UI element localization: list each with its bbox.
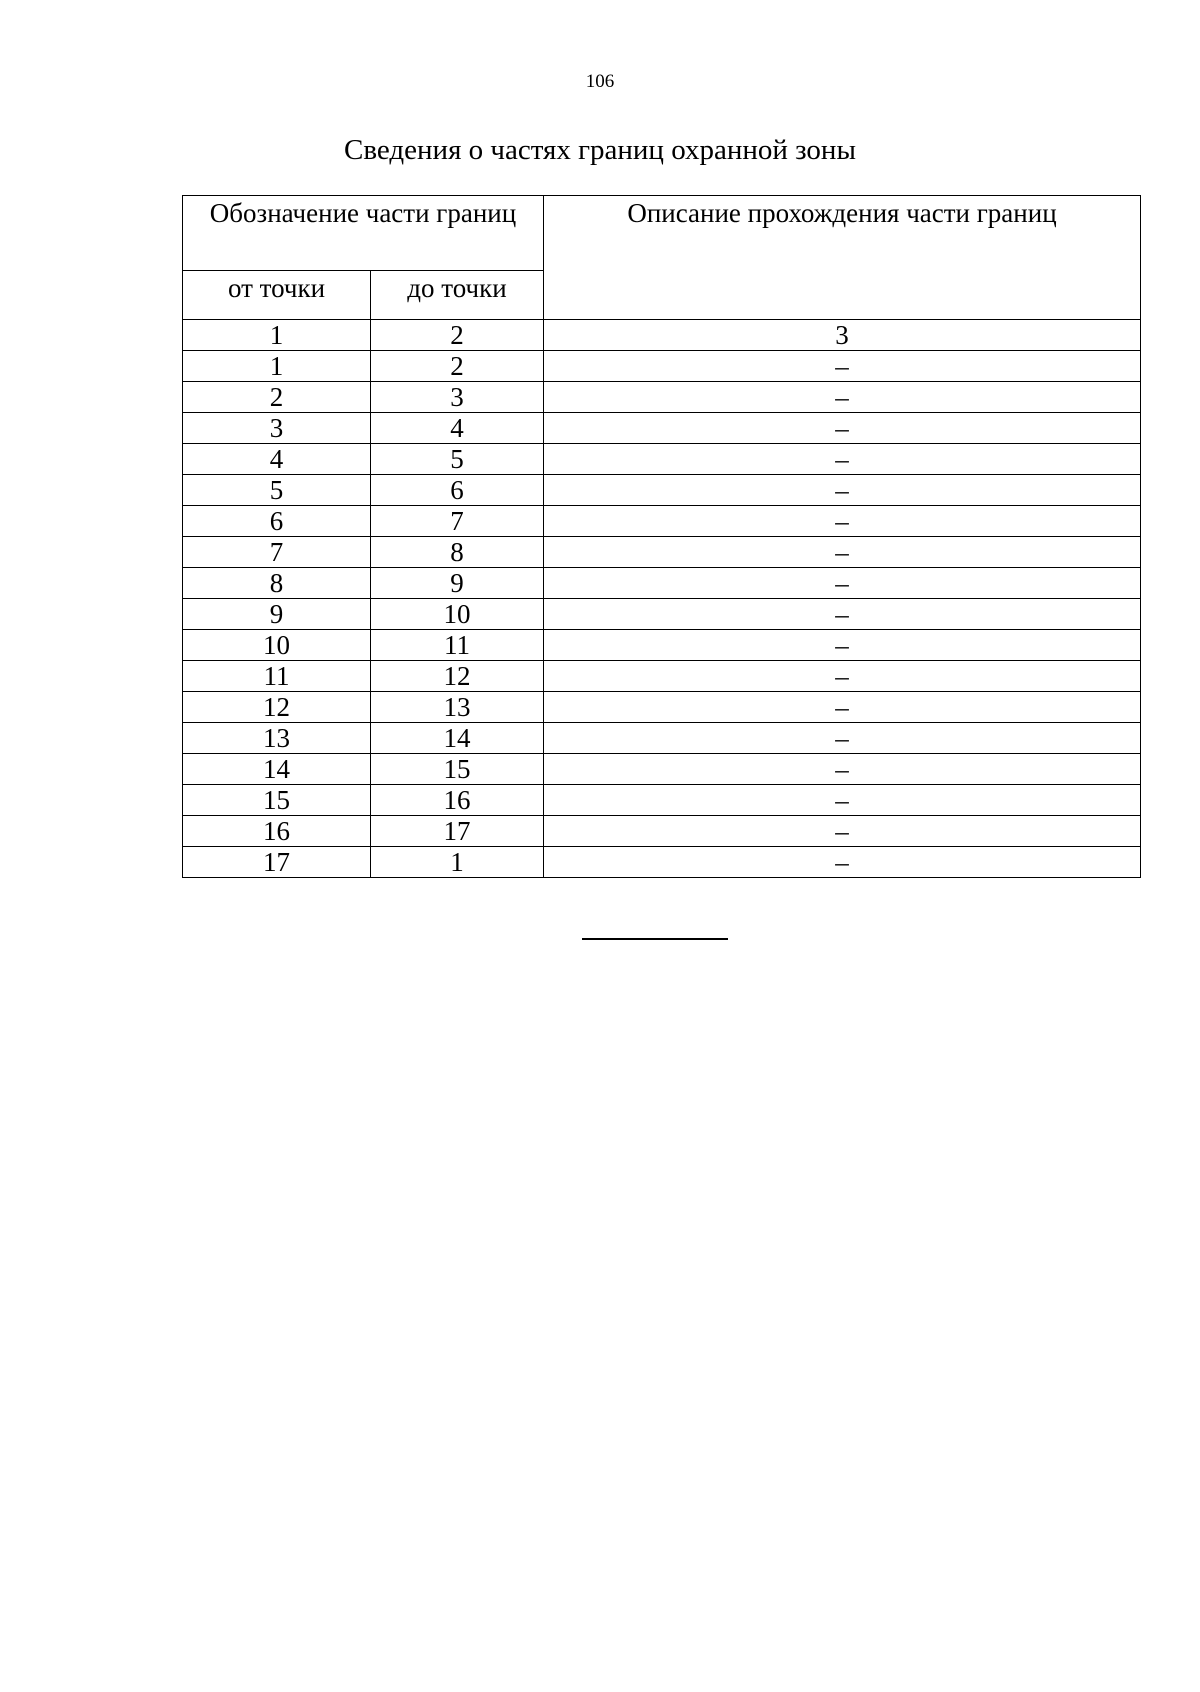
to-point-cell: 11 xyxy=(371,630,544,661)
from-point-cell: 1 xyxy=(183,351,371,382)
table-row xyxy=(183,754,1141,785)
table-row xyxy=(183,413,1141,444)
table-row xyxy=(183,599,1141,630)
from-point-cell: 10 xyxy=(183,630,371,661)
table-row xyxy=(183,568,1141,599)
to-point-cell: 16 xyxy=(371,785,544,816)
description-cell: – xyxy=(544,506,1141,537)
column-number: 3 xyxy=(544,320,1141,351)
description-cell: – xyxy=(544,382,1141,413)
to-point-cell: 14 xyxy=(371,723,544,754)
table-row xyxy=(183,785,1141,816)
boundary-parts-table xyxy=(182,195,1141,878)
table-row xyxy=(183,723,1141,754)
description-cell: – xyxy=(544,785,1141,816)
table-body xyxy=(183,320,1141,878)
to-point-cell: 4 xyxy=(371,413,544,444)
from-point-cell: 15 xyxy=(183,785,371,816)
header-boundary-designation: Обозначение части границ xyxy=(183,196,544,271)
table-row xyxy=(183,382,1141,413)
to-point-cell: 12 xyxy=(371,661,544,692)
header-boundary-description: Описание прохождения части границ xyxy=(544,196,1141,320)
to-point-cell: 10 xyxy=(371,599,544,630)
to-point-cell: 15 xyxy=(371,754,544,785)
to-point-cell: 1 xyxy=(371,847,544,878)
description-cell: – xyxy=(544,444,1141,475)
column-number-row xyxy=(183,320,1141,351)
description-cell: – xyxy=(544,475,1141,506)
table-row xyxy=(183,816,1141,847)
table-row xyxy=(183,537,1141,568)
table-row xyxy=(183,692,1141,723)
description-cell: – xyxy=(544,816,1141,847)
from-point-cell: 6 xyxy=(183,506,371,537)
column-number: 1 xyxy=(183,320,371,351)
to-point-cell: 17 xyxy=(371,816,544,847)
from-point-cell: 4 xyxy=(183,444,371,475)
from-point-cell: 5 xyxy=(183,475,371,506)
from-point-cell: 7 xyxy=(183,537,371,568)
from-point-cell: 2 xyxy=(183,382,371,413)
table-row xyxy=(183,351,1141,382)
table-row xyxy=(183,475,1141,506)
to-point-cell: 2 xyxy=(371,351,544,382)
description-cell: – xyxy=(544,723,1141,754)
from-point-cell: 8 xyxy=(183,568,371,599)
to-point-cell: 3 xyxy=(371,382,544,413)
description-cell: – xyxy=(544,568,1141,599)
from-point-cell: 12 xyxy=(183,692,371,723)
table-row xyxy=(183,630,1141,661)
table-row xyxy=(183,661,1141,692)
to-point-cell: 7 xyxy=(371,506,544,537)
column-number: 2 xyxy=(371,320,544,351)
description-cell: – xyxy=(544,661,1141,692)
page-number: 106 xyxy=(585,71,615,92)
description-cell: – xyxy=(544,413,1141,444)
description-cell: – xyxy=(544,537,1141,568)
document-title: Сведения о частях границ охранной зоны xyxy=(344,134,856,166)
description-cell: – xyxy=(544,630,1141,661)
description-cell: – xyxy=(544,351,1141,382)
table-row xyxy=(183,847,1141,878)
description-cell: – xyxy=(544,692,1141,723)
from-point-cell: 17 xyxy=(183,847,371,878)
from-point-cell: 16 xyxy=(183,816,371,847)
to-point-cell: 5 xyxy=(371,444,544,475)
to-point-cell: 13 xyxy=(371,692,544,723)
from-point-cell: 13 xyxy=(183,723,371,754)
from-point-cell: 11 xyxy=(183,661,371,692)
from-point-cell: 14 xyxy=(183,754,371,785)
table-row xyxy=(183,444,1141,475)
header-to-point: до точки xyxy=(371,271,544,320)
description-cell: – xyxy=(544,599,1141,630)
end-of-section-line xyxy=(582,938,728,940)
header-from-point: от точки xyxy=(183,271,371,320)
from-point-cell: 3 xyxy=(183,413,371,444)
to-point-cell: 9 xyxy=(371,568,544,599)
description-cell: – xyxy=(544,847,1141,878)
to-point-cell: 6 xyxy=(371,475,544,506)
to-point-cell: 8 xyxy=(371,537,544,568)
table-row xyxy=(183,506,1141,537)
from-point-cell: 9 xyxy=(183,599,371,630)
description-cell: – xyxy=(544,754,1141,785)
